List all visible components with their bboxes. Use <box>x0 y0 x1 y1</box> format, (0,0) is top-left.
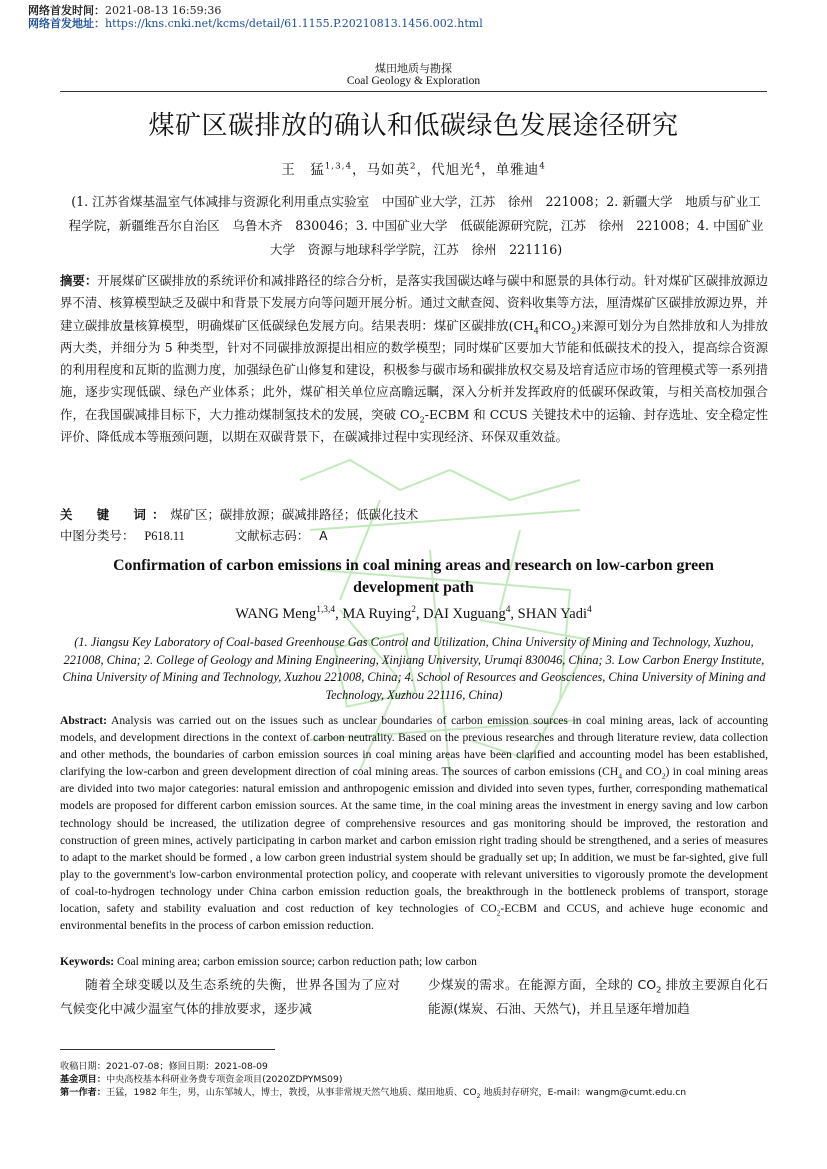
publication-time-value: 2021-08-13 16:59:36 <box>105 4 222 17</box>
subscript: 2 <box>496 908 501 918</box>
first-author-text: 地质封存研究，E-mail：wangm@cumt.edu.cn <box>480 1087 687 1098</box>
keywords-cn-label: 关 键 词： <box>60 507 171 522</box>
journal-name-en: Coal Geology & Exploration <box>346 75 481 87</box>
author-name: WANG Meng <box>235 606 317 622</box>
abstract-en <box>60 712 768 934</box>
author-name: , MA Ruying <box>335 606 412 622</box>
abstract-en-text: ) in coal mining areas are divided into two major categories: natural emission and anthropogenic emission and divided into seven types, further, corresponding mathematical models are proposed for different carbon emission sources. At the same time, in the coal mining areas the investment in energy saving and low carbon technology should be increased, the utilization degree of comprehensive resources and gas monitoring should be improved, the restoration and construction of green mines, actively participating in carbon market and carbon emission right trading should be strengthened, and a series of measures to adapt to the market should be formed , a low carbon green industrial system should be gradually set up; In addition, we must be far-sighted, give full play to the government's low-carbon environmental protection policy, and cooperate with relevant universities to vigorously promote the development of coal-to-hydrogen technology under China carbon emission reduction goals, the breakthrough in the bottleneck problems of transport, storage location, safety and stability evaluation and cost reduction of key technologies of CO <box>60 765 768 916</box>
paper-title-cn: 煤矿区碳排放的确认和低碳绿色发展途径研究 <box>148 111 679 141</box>
abstract-cn <box>60 270 768 448</box>
first-author-label: 第一作者： <box>60 1087 106 1098</box>
keywords-en-label: Keywords: <box>60 955 115 968</box>
subscript: 2 <box>656 984 662 995</box>
authors-en <box>0 606 827 623</box>
abstract-cn-text: -ECBM 和 CCUS 关键技术中的运输、封存选址、安全稳定性评价、降低成本等瓶颈问题，以期在双碳背景下，在碳减排过程中实现经济、环保双重效益。 <box>60 406 769 445</box>
author-name: ，代旭光 <box>416 162 475 178</box>
keywords-cn-value: 煤矿区；碳排放源；碳减排路径；低碳化技术 <box>170 507 419 522</box>
subscript: 2 <box>419 415 425 425</box>
abstract-cn-text: 和CO <box>538 317 572 333</box>
author-affil-sup: 2 <box>410 161 417 172</box>
intro-text: 少煤炭的需求。在能源方面，全球的 CO <box>428 977 657 992</box>
footnote-received: 收稿日期：2021-07-08；修回日期：2021-08-09 <box>60 1061 268 1072</box>
abstract-cn-text: 开展煤矿区碳排放的系统评价和减排路径的综合分析，是落实我国碳达峰与碳中和愿景的具体行动。针对煤矿区碳排放源边界不清、核算模型缺乏及碳中和背景下发展方向等问题开展分析。通过文献查阅、资料收集等方法，厘清煤矿区碳排放源边界，并建立碳排放量核算模型，明确煤矿区低碳绿色发展方向。结果表明：煤矿区碳排放(CH <box>60 273 769 333</box>
subscript: 2 <box>571 326 577 336</box>
clc-value: P618.11 <box>144 529 185 543</box>
first-author-text: 王猛，1982 年生，男，山东邹城人，博士，教授，从事非常规天然气地质、煤田地质、CO <box>105 1087 477 1098</box>
intro-column-left: 随着全球变暖以及生态系统的失衡，世界各国为了应对气候变化中减少温室气体的排放要求，逐步减 <box>60 977 400 1016</box>
subscript: 2 <box>476 1092 481 1100</box>
author-name: ，马如英 <box>352 162 411 178</box>
author-name: , SHAN Yadi <box>510 606 587 622</box>
subscript: 4 <box>533 326 539 336</box>
publication-url <box>28 17 483 31</box>
author-name: , DAI Xuguang <box>415 606 506 622</box>
footnote-divider <box>60 1049 275 1050</box>
publication-time-label: 网络首发时间： <box>28 4 105 17</box>
publication-time <box>28 4 221 18</box>
subscript: 2 <box>661 771 666 781</box>
keywords-cn <box>60 505 768 523</box>
author-affil-sup: 1,3,4 <box>324 161 353 172</box>
publication-url-label: 网络首发地址： <box>28 17 105 30</box>
abstract-en-text: and CO <box>622 765 662 779</box>
author-affil-sup: 4 <box>586 605 592 616</box>
keywords-en-value: Coal mining area; carbon emission source; carbon reduction path; low carbon <box>114 955 477 968</box>
header-divider <box>60 91 767 92</box>
abstract-cn-label: 摘要： <box>60 273 98 288</box>
subscript: 4 <box>618 771 623 781</box>
author-name: 王 猛 <box>281 162 325 178</box>
clc-label: 中图分类号： <box>60 528 135 543</box>
author-affil-sup: 1,3,4 <box>316 605 336 616</box>
journal-name-cn: 煤田地质与勘探 <box>375 62 452 75</box>
affiliations-en: (1. Jiangsu Key Laboratory of Coal-based Greenhouse Gas Control and Utilization, China University of Mining and Technology, Xuzhou, 221008, China; 2. College of Geology and Mining Engineering, Xinjiang University, Urumqi 830046, China; 3. Low Carbon Energy Institute, China University of Mining and Technology, Xuzhou 221008, China; 4. School of Resources and Geosciences, China University of Mining and Technology, Xuzhou 221116, China) <box>62 635 766 702</box>
footnote-first-author <box>60 1086 780 1099</box>
author-affil-sup: 4 <box>539 161 546 172</box>
doc-code-label: 文献标志码： <box>234 528 310 543</box>
keywords-en <box>60 955 768 968</box>
classification-row <box>60 526 348 544</box>
fund-label: 基金项目： <box>60 1074 106 1085</box>
author-affil-sup: 2 <box>411 605 416 616</box>
paper-title-en: Confirmation of carbon emissions in coal mining areas and research on low-carbon green development path <box>113 557 714 596</box>
abstract-en-text: -ECBM and CCUS, and achieve huge economic and environmental benefits in the process of carbon emission reduction. <box>60 902 768 933</box>
abstract-en-text: Analysis was carried out on the issues such as unclear boundaries of carbon emission sources in coal mining areas, lack of accounting models, and development directions in the context of carbon neutrality. Based on the previous researches and through literature review, data collection and other methods, the boundaries of carbon emission sources in coal mining areas have been clarified and accounting model has been established, clarifying the low-carbon and green development direction of coal mining areas. The sources of carbon emissions (CH <box>60 714 768 779</box>
author-affil-sup: 4 <box>505 605 511 616</box>
doc-code-value: A <box>319 528 328 543</box>
abstract-cn-text: )来源可划分为自然排放和人为排放两大类，并细分为 5 种类型，针对不同碳排放源提出相应的数学模型；同时煤矿区要加大节能和低碳技术的投入，提高综合资源的利用程度和瓦斯的监测力度，加强绿色矿山修复和建设，积极参与碳市场和碳排放权交易及培育适应市场的管理模式等一系列措施，逐步实现低碳、绿色产业体系；此外，煤矿相关单位应高瞻远瞩，深入分析并发挥政府的低碳环保政策，与相关高校加强合作，在我国碳减排目标下，大力推动煤制氢技术的发展，突破 CO <box>60 317 769 422</box>
affiliations-cn: (1. 江苏省煤基温室气体减排与资源化利用重点实验室 中国矿业大学，江苏 徐州 221008；2. 新疆大学 地质与矿业工程学院，新疆维吾尔自治区 乌鲁木齐 830046；3. 中国矿业大学 低碳能源研究院，江苏 徐州 221008；4. 中国矿业大学 资源与地球科学学院，江苏 徐州 221116) <box>68 194 764 257</box>
intro-text: 排放主要源自化石能源(煤炭、石油、天然气)，并且呈逐年增加趋 <box>428 977 768 1016</box>
author-affil-sup: 4 <box>474 161 482 172</box>
author-name: ，单雅迪 <box>481 162 540 178</box>
abstract-en-label: Abstract: <box>60 714 108 727</box>
intro-column-right <box>428 973 768 1021</box>
authors-cn <box>0 158 827 178</box>
fund-value: 中央高校基本科研业务费专项资金项目(2020ZDPYMS09) <box>105 1074 343 1085</box>
footnote-fund <box>60 1073 780 1086</box>
publication-url-link[interactable]: https://kns.cnki.net/kcms/detail/61.1155.P.20210813.1456.002.html <box>105 17 483 30</box>
